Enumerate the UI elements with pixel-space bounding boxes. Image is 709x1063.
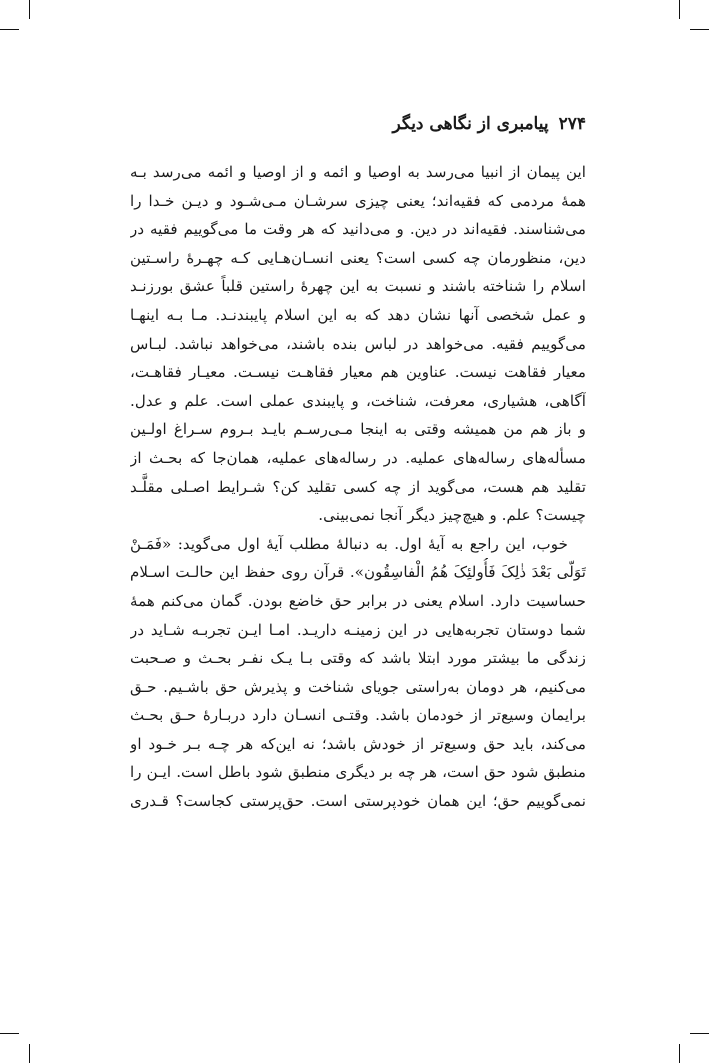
page-number: ۲۷۴: [558, 114, 586, 134]
text-line: می‌کنیم، هر دومان به‌راستی جویای شناخت و پذیرش حق باشـیم. حـق: [130, 677, 586, 696]
crop-mark: [0, 29, 19, 30]
running-head: [130, 112, 586, 136]
crop-mark: [29, 1044, 30, 1063]
text-line: زندگی ما بیشتر مورد ابتلا باشد که وقتی بـا یـک نفـر بحـث و صـحبت: [130, 649, 586, 668]
text-line: می‌کند، باید حق وسیع‌تر از خودش باشد؛ نه این‌که هر چـه بـر خـود او: [130, 734, 586, 753]
text-line: و باز هم من همیشه وقتی به اینجا مـی‌رسـم بایـد بـروم سـراغ اولـین: [130, 420, 586, 439]
crop-mark: [679, 0, 680, 19]
crop-mark: [0, 1033, 19, 1034]
text-line: می‌شناسند. فقیه‌اند در دین. و می‌دانید که هر وقت ما می‌گوییم فقیه در: [130, 220, 586, 239]
text-line: معیار فقاهت نیست. عناوین هم معیار فقاهـت نیسـت. معیـار فقاهـت،: [130, 363, 586, 382]
text-line: شما دوستان تجربه‌هایی در این زمینـه داریـد. امـا ایـن تجربـه شـاید در: [130, 620, 586, 639]
paragraph-start-line: خوب، این راجع به آیهٔ اول. به دنبالهٔ مطلب آیهٔ اول می‌گوید: «فَمَـنْ: [130, 534, 568, 553]
text-line: آگاهی، هشیاری، معرفت، شناخت، و پایبندی عملی است. علم و عدل.: [130, 391, 586, 410]
quran-verse-line: تَوَلّی بَعْدَ ذٰلِکَ فَأُولئِکَ هُمُ الْفاسِقُون». قرآن روی حفظ این حالـت اسـلام: [130, 563, 586, 582]
crop-mark: [690, 1033, 709, 1034]
text-line: نمی‌گوییم حق؛ این همان خودپرستی است. حق‌پرستی کجاست؟ قـدری: [130, 792, 586, 811]
body-text: [130, 158, 586, 816]
text-line: تقلید هم هست، می‌گوید از چه کسی تقلید کن؟ شـرایط اصـلی مقلَّـد: [130, 477, 586, 496]
text-line: همهٔ مردمی که فقیه‌اند؛ یعنی چیزی سرشـان مـی‌شـود و دیـن خـدا را: [130, 191, 586, 210]
crop-mark: [679, 1044, 680, 1063]
text-line: دین، منظورمان چه کسی است؟ یعنی انسـان‌هـایی کـه چهـرهٔ راسـتین: [130, 248, 586, 267]
running-title: پیامبری از نگاهی دیگر: [392, 114, 549, 134]
text-line: حساسیت دارد. اسلام یعنی در برابر حق خاضع بودن. گمان می‌کنم همهٔ: [130, 591, 586, 610]
paragraph-end-line: چیست؟ علم. و هیچ‌چیز دیگر آنجا نمی‌بینی.: [318, 506, 586, 525]
book-page: [130, 112, 586, 811]
crop-mark: [690, 29, 709, 30]
text-line: می‌گوییم فقیه. می‌خواهد در لباس بنده باشند، می‌خواهد نباشد. لبـاس: [130, 334, 586, 353]
text-line: اسلام را شناخته باشند و نسبت به این چهرهٔ راستین قلباً عشق بورزنـد: [130, 277, 586, 296]
text-line: برایمان وسیع‌تر از خودمان باشد. وقتـی انسـان دارد دربـارهٔ حـق بحـث: [130, 706, 586, 725]
text-line: این پیمان از انبیا می‌رسد به اوصیا و ائمه و از اوصیا و ائمه می‌رسد بـه: [130, 163, 586, 181]
text-line: و عمل شخصی آنها نشان دهد که به این اسلام پایبندنـد. مـا بـه اینهـا: [130, 305, 586, 324]
text-line: مسأله‌های رساله‌های عملیه. در رساله‌های عملیه، همان‌جا که بحـث از: [130, 448, 586, 467]
crop-mark: [29, 0, 30, 19]
text-line: منطبق شود حق است، هر چه بر دیگری منطبق شود باطل است. ایـن را: [130, 763, 586, 782]
